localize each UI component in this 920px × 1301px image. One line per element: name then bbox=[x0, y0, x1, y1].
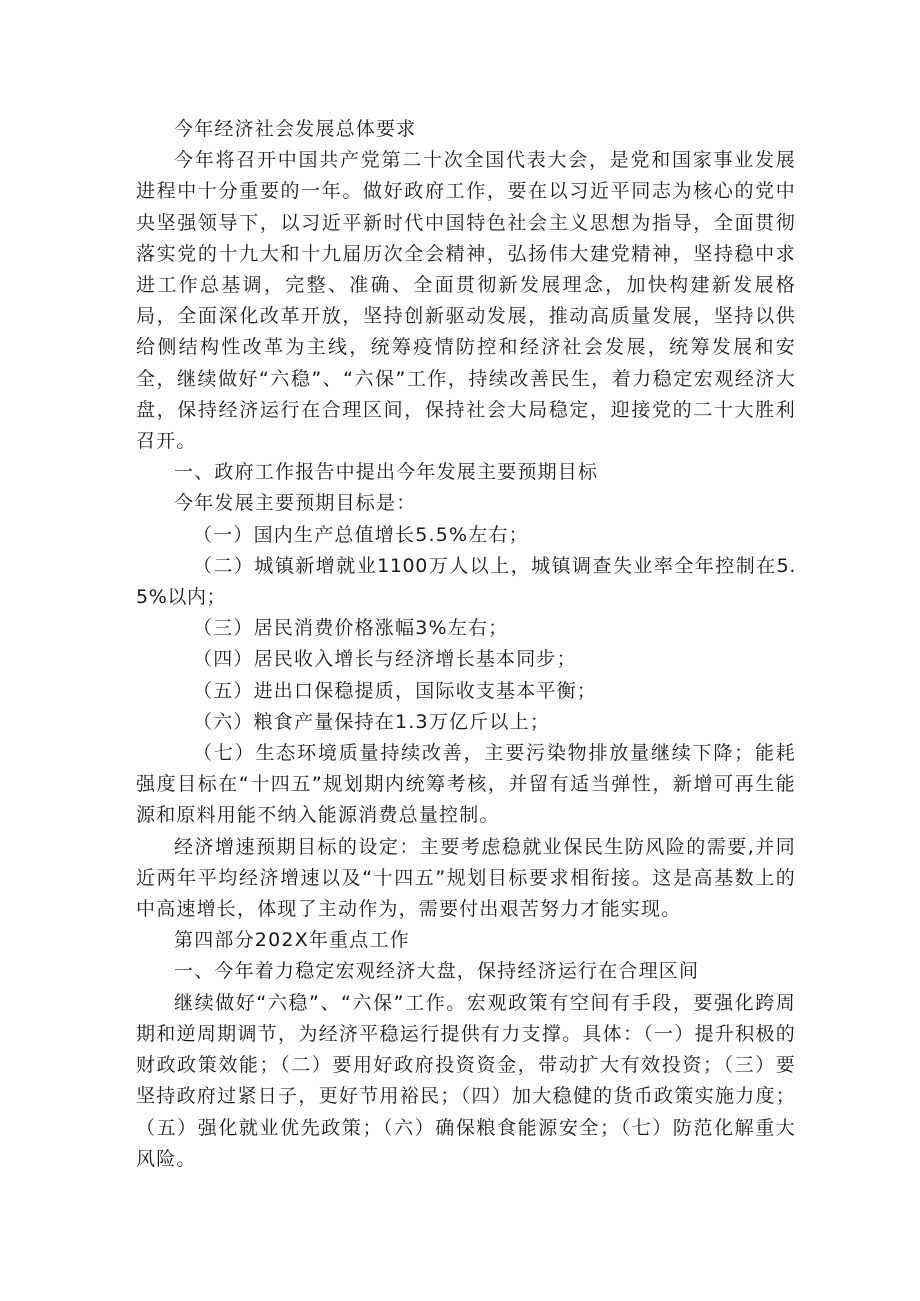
target-item-7: （七）生态环境质量持续改善，主要污染物排放量继续下降；能耗强度目标在“十四五”规划期内统筹考核，并留有适当弹性，新增可再生能源和原料用能不纳入能源消费总量控制。 bbox=[136, 742, 796, 827]
part4-section1-body: 继续做好“六稳”、“六保”工作。宏观政策有空间有手段，要强化跨周期和逆周期调节，为经济平稳运行提供有力支撑。具体：（一）提升积极的财政政策效能；（二）要用好政府投资资金，带动扩大有效投资；（三）要坚持政府过紧日子，更好节用裕民；（四）加大稳健的货币政策实施力度；（五）强化就业优先政策；（六）确保粮食能源安全；（七）防范化解重大风险。 bbox=[136, 991, 796, 1170]
target-item-6: （六）粮食产量保持在1.3万亿斤以上； bbox=[193, 710, 551, 733]
part4-heading: 第四部分202X年重点工作 bbox=[174, 929, 410, 952]
section-title: 今年经济社会发展总体要求 bbox=[174, 118, 417, 140]
growth-rationale-paragraph: 经济增速预期目标的设定：主要考虑稳就业保民生防风险的需要,并同近两年平均经济增速以及“十四五”规划目标要求相衔接。这是高基数上的中高速增长，体现了主动作为，需要付出艰苦努力才能实现。 bbox=[136, 835, 796, 921]
target-item-5: （五）进出口保稳提质，国际收支基本平衡； bbox=[193, 679, 598, 702]
target-item-2: （二）城镇新增就业1100万人以上，城镇调查失业率全年控制在5.5%以内； bbox=[136, 554, 796, 609]
section1-lead: 今年发展主要预期目标是： bbox=[174, 492, 417, 515]
intro-paragraph: 今年将召开中国共产党第二十次全国代表大会，是党和国家事业发展进程中十分重要的一年。做好政府工作，要在以习近平同志为核心的党中央坚强领导下，以习近平新时代中国特色社会主义思想为指导，全面贯彻落实党的十九大和十九届历次全会精神，弘扬伟大建党精神，坚持稳中求进工作总基调，完整、准确、全面贯彻新发展理念，加快构建新发展格局，全面深化改革开放，坚持创新驱动发展，推动高质量发展，坚持以供给侧结构性改革为主线，统筹疫情防控和经济社会发展，统筹发展和安全，继续做好“六稳”、“六保”工作，持续改善民生，着力稳定宏观经济大盘，保持经济运行在合理区间，保持社会大局稳定，迎接党的二十大胜利召开。 bbox=[136, 149, 796, 453]
section1-heading: 一、政府工作报告中提出今年发展主要预期目标 bbox=[174, 461, 599, 484]
target-item-4: （四）居民收入增长与经济增长基本同步； bbox=[193, 648, 577, 671]
document-body bbox=[136, 114, 796, 1175]
part4-section1-heading: 一、今年着力稳定宏观经济大盘，保持经济运行在合理区间 bbox=[174, 960, 700, 983]
target-item-3: （三）居民消费价格涨幅3%左右； bbox=[193, 617, 509, 640]
target-item-1: （一）国内生产总值增长5.5%左右； bbox=[193, 523, 529, 546]
